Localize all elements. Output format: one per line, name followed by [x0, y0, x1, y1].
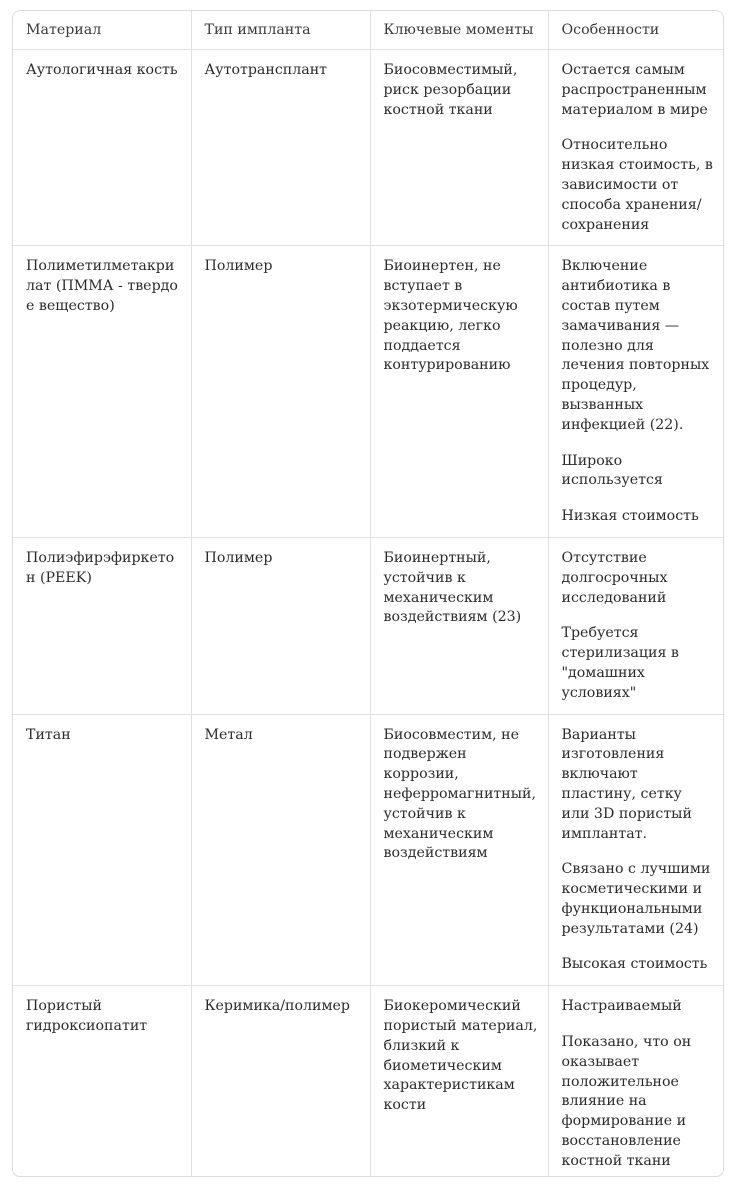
cell-features — [548, 714, 723, 986]
feature-text: Включение антибиотика в состав путем замачивания — полезно для лечения повторных процедур, вызванных инфекцией (22). — [561, 258, 710, 433]
header-implant-type: Тип импланта — [191, 11, 370, 50]
feature-text: Широко используется — [561, 452, 663, 489]
cell-key-points: Биосовместим, не подвержен коррозии, неферромагнитный, устойчив к механическим воздействиям — [370, 714, 548, 986]
table-row — [13, 714, 723, 986]
feature-text: Относительно низкая стоимость, в зависимости от способа хранения/ сохранения — [561, 137, 713, 233]
cell-key-points: Биоинертен, не вступает в экзотермическую реакцию, легко поддается контурированию — [370, 246, 548, 538]
cell-implant-type: Полимер — [191, 537, 370, 714]
cell-implant-type: Метал — [191, 714, 370, 986]
cell-features — [548, 246, 723, 538]
cell-material: Пористый гидроксиопатит — [13, 986, 191, 1177]
feature-text: Варианты изготовления включают пластину, сетку или 3D пористый имплантат. — [561, 726, 692, 842]
cell-material: Полиэфирэфиркетон (PEEK) — [13, 537, 191, 714]
cell-features — [548, 986, 723, 1177]
cell-material: Титан — [13, 714, 191, 986]
feature-text: Отсутствие долгосрочных исследований — [561, 549, 668, 606]
cell-implant-type: Полимер — [191, 246, 370, 538]
cell-features — [548, 50, 723, 246]
feature-text: Показано, что он оказывает положительное влияние на формирование и восстановление костной ткани — [561, 1034, 692, 1169]
table-row — [13, 246, 723, 538]
table-row — [13, 50, 723, 246]
header-features: Особенности — [548, 11, 723, 50]
cell-material: Полиметилметакрилат (ПММА - твердое вещество) — [13, 246, 191, 538]
cell-material: Аутологичная кость — [13, 50, 191, 246]
table-body — [13, 50, 723, 1178]
feature-text: Остается самым распространенным материалом в мире — [561, 62, 708, 118]
cell-implant-type: Аутотрансплант — [191, 50, 370, 246]
feature-text: Высокая стоимость — [561, 956, 708, 973]
implant-materials-table-container — [12, 10, 724, 1177]
cell-key-points: Биоинертный, устойчив к механическим воздействиям (23) — [370, 537, 548, 714]
cell-features — [548, 537, 723, 714]
implant-materials-table — [13, 11, 723, 1177]
feature-text: Настраиваемый — [561, 998, 682, 1015]
feature-text: Связано с лучшими косметическими и функциональными результатами (24) — [561, 861, 711, 937]
table-row — [13, 986, 723, 1177]
cell-key-points: Биокеромический пористый материал, близкий к биометическим характеристикам кости — [370, 986, 548, 1177]
feature-text: Низкая стоимость — [561, 508, 699, 525]
cell-key-points: Биосовместимый, риск резорбации костной ткани — [370, 50, 548, 246]
header-material: Материал — [13, 11, 191, 50]
table-header — [13, 11, 723, 50]
header-key-points: Ключевые моменты — [370, 11, 548, 50]
table-row — [13, 537, 723, 714]
header-row — [13, 11, 723, 50]
cell-implant-type: Керимика/полимер — [191, 986, 370, 1177]
feature-text: Требуется стерилизация в "домашних условиях" — [561, 625, 679, 701]
